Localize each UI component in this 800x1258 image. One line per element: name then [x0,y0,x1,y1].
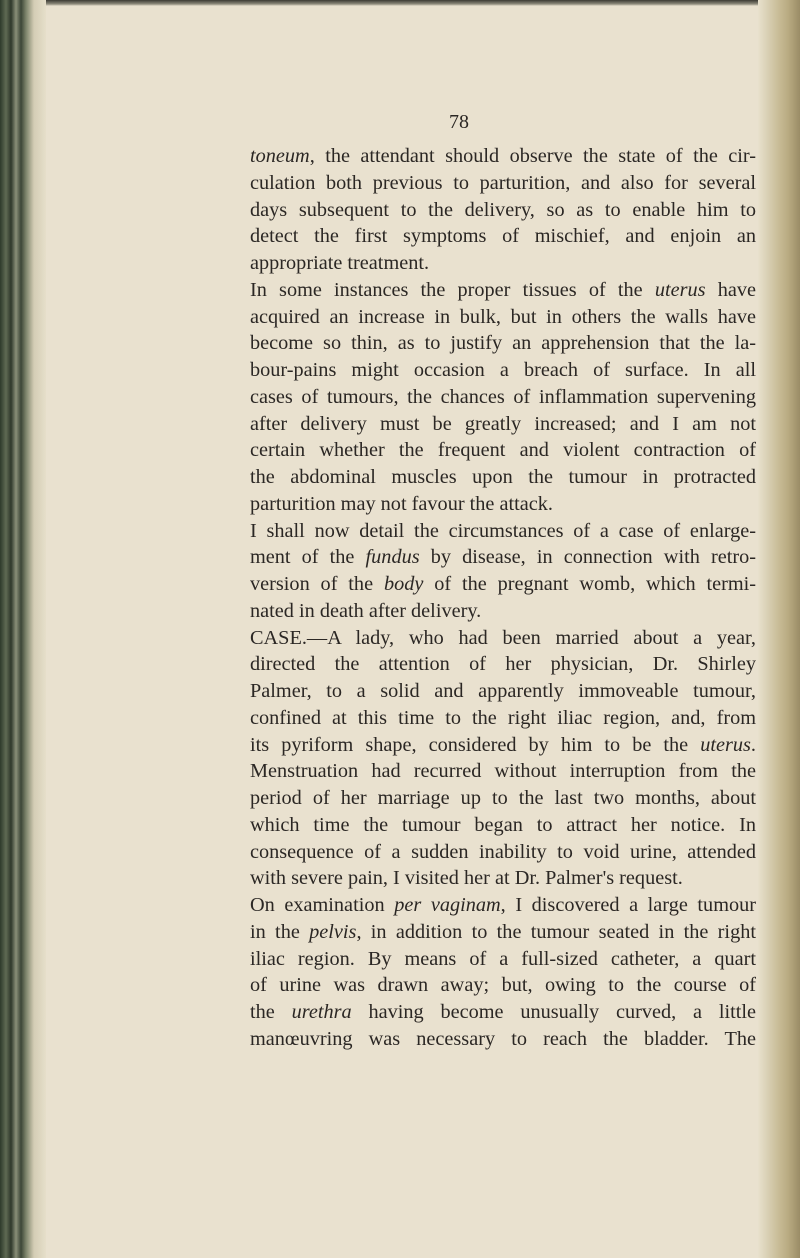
text-line: confined at this time to the right iliac region, and, from [250,706,756,729]
text-line: with severe pain, I visited her at Dr. Palmer's request. [250,867,683,890]
text-line: the abdominal muscles upon the tumour in protracted [250,466,756,488]
text-line: In some instances the proper tissues of the uterus have [250,278,756,301]
text-line: On examination per vaginam, I discovered a large tumour [250,894,756,916]
text-line: acquired an increase in bulk, but in others the walls have [250,305,756,328]
text-line: of urine was drawn away; but, owing to the course of [250,974,756,997]
text-line: culation both previous to parturition, and also for several [250,171,756,194]
text-line: its pyriform shape, considered by him to be the uterus. [250,733,756,756]
text-line: Menstruation had recurred without interruption from the [250,760,756,783]
text-line: after delivery must be greatly increased; and I am not [250,412,756,435]
page-edge-shadow [758,0,800,1258]
text-line: nated in death after delivery. [250,599,482,622]
text-line: become so thin, as to justify an apprehension that the la- [250,332,756,355]
text-line: version of the body of the pregnant womb, which termi- [250,573,756,595]
text-line: bour-pains might occasion a breach of surface. In all [250,359,756,381]
text-line: toneum, the attendant should observe the state of the cir- [250,145,756,167]
text-line: days subsequent to the delivery, so as to enable him to [250,198,756,221]
text-line: detect the first symptoms of mischief, and enjoin an [250,225,756,248]
text-line: I shall now detail the circumstances of a case of enlarge- [250,519,756,542]
text-line: parturition may not favour the attack. [250,492,553,515]
page-number: 78 [449,111,469,133]
book-binding-gutter [0,0,46,1258]
text-line: CASE.—A lady, who had been married about a year, [250,626,756,649]
text-line: ment of the fundus by disease, in connection with retro- [250,546,756,569]
text-line: the urethra having become unusually curved, a little [250,1001,756,1023]
text-line: period of her marriage up to the last two months, about [250,787,756,809]
body-text [250,143,756,1053]
text-line: in the pelvis, in addition to the tumour seated in the right [250,920,756,943]
text-line: certain whether the frequent and violent contraction of [250,439,756,462]
text-line: appropriate treatment. [250,252,430,274]
text-line: cases of tumours, the chances of inflammation supervening [250,385,756,408]
page-edge-top [0,0,800,6]
text-line: Palmer, to a solid and apparently immoveable tumour, [250,680,756,702]
text-line: iliac region. By means of a full-sized catheter, a quart [250,947,756,970]
text-line: directed the attention of her physician, Dr. Shirley [250,653,756,676]
text-line: which time the tumour began to attract her notice. In [250,813,756,836]
text-line: consequence of a sudden inability to void urine, attended [250,840,756,863]
text-line: manœuvring was necessary to reach the bladder. The [250,1027,756,1050]
